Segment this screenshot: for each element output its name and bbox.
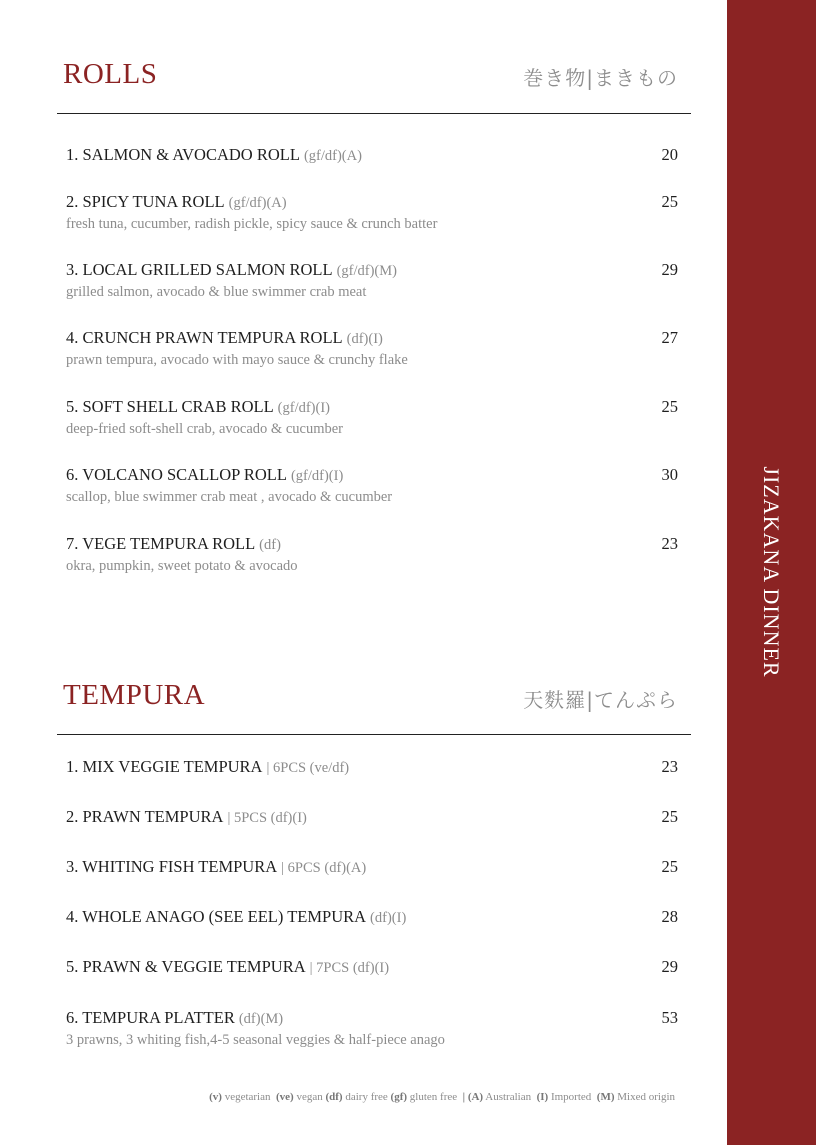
item-tags: (df)(I)	[346, 331, 383, 347]
item-tags: | 5PCS (df)(I)	[227, 810, 307, 826]
item-name: 5. SOFT SHELL CRAB ROLL	[66, 397, 274, 416]
item-name: 5. PRAWN & VEGGIE TEMPURA	[66, 957, 306, 976]
item-tags: (gf/df)(I)	[290, 468, 344, 484]
item-description: prawn tempura, avocado with mayo sauce & crunchy flake	[66, 352, 408, 368]
item-tags: (df)	[259, 537, 281, 553]
legend-label-a: Australian	[485, 1091, 532, 1103]
tempura-item	[66, 757, 678, 777]
item-price: 23	[661, 757, 678, 776]
rolls-item	[66, 192, 678, 233]
item-name: 7. VEGE TEMPURA ROLL	[66, 534, 256, 553]
legend-key-gf: (gf)	[390, 1091, 408, 1103]
item-price: 53	[661, 1008, 678, 1027]
item-price: 30	[661, 465, 678, 484]
legend-label-m: Mixed origin	[617, 1091, 675, 1103]
item-price: 25	[661, 857, 678, 876]
tempura-item	[66, 1008, 678, 1049]
tempura-divider	[57, 734, 691, 735]
item-tags: (gf/df)(M)	[336, 263, 397, 279]
item-description: fresh tuna, cucumber, radish pickle, spicy sauce & crunch batter	[66, 216, 438, 232]
legend-key-i: (I)	[536, 1091, 549, 1103]
item-tags: | 6PCS (ve/df)	[266, 760, 350, 776]
rolls-item	[66, 145, 678, 165]
item-tags: (gf/df)(A)	[228, 195, 287, 211]
item-name: 6. TEMPURA PLATTER	[66, 1008, 235, 1027]
rolls-item	[66, 465, 678, 506]
legend-key-a: (A)	[467, 1091, 484, 1103]
item-tags: (gf/df)(I)	[277, 400, 330, 416]
item-name: 3. WHITING FISH TEMPURA	[66, 857, 278, 876]
item-price: 28	[661, 907, 678, 926]
tempura-item	[66, 907, 678, 927]
tempura-item	[66, 857, 678, 877]
rolls-divider	[57, 113, 691, 114]
item-tags: (gf/df)(A)	[303, 148, 362, 164]
item-tags: (df)(M)	[238, 1011, 284, 1027]
item-description: scallop, blue swimmer crab meat , avocado & cucumber	[66, 489, 393, 505]
item-tags: | 6PCS (df)(A)	[281, 860, 367, 876]
item-price: 25	[661, 807, 678, 826]
item-name: 2. SPICY TUNA ROLL	[66, 192, 225, 211]
item-price: 27	[661, 328, 678, 347]
item-tags: (df)(I)	[370, 910, 407, 926]
menu-title: JIZAKANA DINNER	[759, 466, 784, 678]
tempura-item	[66, 807, 678, 827]
item-name: 3. LOCAL GRILLED SALMON ROLL	[66, 260, 333, 279]
rolls-item	[66, 328, 678, 369]
legend-label-v: vegetarian	[224, 1091, 271, 1103]
legend-separator: |	[462, 1091, 466, 1103]
rolls-item	[66, 534, 678, 575]
item-price: 25	[661, 397, 678, 416]
legend-key-ve: (ve)	[276, 1091, 294, 1103]
item-description: deep-fried soft-shell crab, avocado & cucumber	[66, 421, 343, 437]
tempura-item	[66, 957, 678, 977]
item-name: 4. WHOLE ANAGO (SEE EEL) TEMPURA	[66, 907, 367, 926]
sidebar-band	[727, 0, 816, 1145]
legend-label-ve: vegan	[296, 1091, 323, 1103]
item-description: 3 prawns, 3 whiting fish,4-5 seasonal veggies & half-piece anago	[66, 1032, 445, 1048]
item-price: 23	[661, 534, 678, 553]
rolls-item	[66, 397, 678, 438]
item-price: 29	[661, 957, 678, 976]
tempura-heading: TEMPURA	[63, 679, 206, 711]
item-name: 4. CRUNCH PRAWN TEMPURA ROLL	[66, 328, 343, 347]
item-price: 29	[661, 260, 678, 279]
rolls-japanese-heading: 巻き物|まきもの	[523, 66, 678, 90]
rolls-item	[66, 260, 678, 301]
dietary-legend	[209, 1091, 675, 1103]
item-name: 1. SALMON & AVOCADO ROLL	[66, 145, 300, 164]
item-name: 1. MIX VEGGIE TEMPURA	[66, 757, 263, 776]
legend-label-i: Imported	[550, 1091, 592, 1103]
tempura-japanese-heading: 天麩羅|てんぷら	[523, 688, 678, 712]
item-description: okra, pumpkin, sweet potato & avocado	[66, 558, 298, 574]
item-tags: | 7PCS (df)(I)	[309, 960, 390, 976]
item-description: grilled salmon, avocado & blue swimmer crab meat	[66, 284, 367, 300]
item-price: 20	[661, 145, 678, 164]
item-name: 6. VOLCANO SCALLOP ROLL	[66, 465, 287, 484]
legend-key-df: (df)	[325, 1091, 343, 1103]
legend-label-gf: gluten free	[409, 1091, 458, 1103]
item-price: 25	[661, 192, 678, 211]
legend-key-m: (M)	[596, 1091, 615, 1103]
item-name: 2. PRAWN TEMPURA	[66, 807, 224, 826]
legend-key-v: (v)	[209, 1091, 222, 1103]
rolls-heading: ROLLS	[63, 58, 158, 90]
legend-label-df: dairy free	[345, 1091, 388, 1103]
